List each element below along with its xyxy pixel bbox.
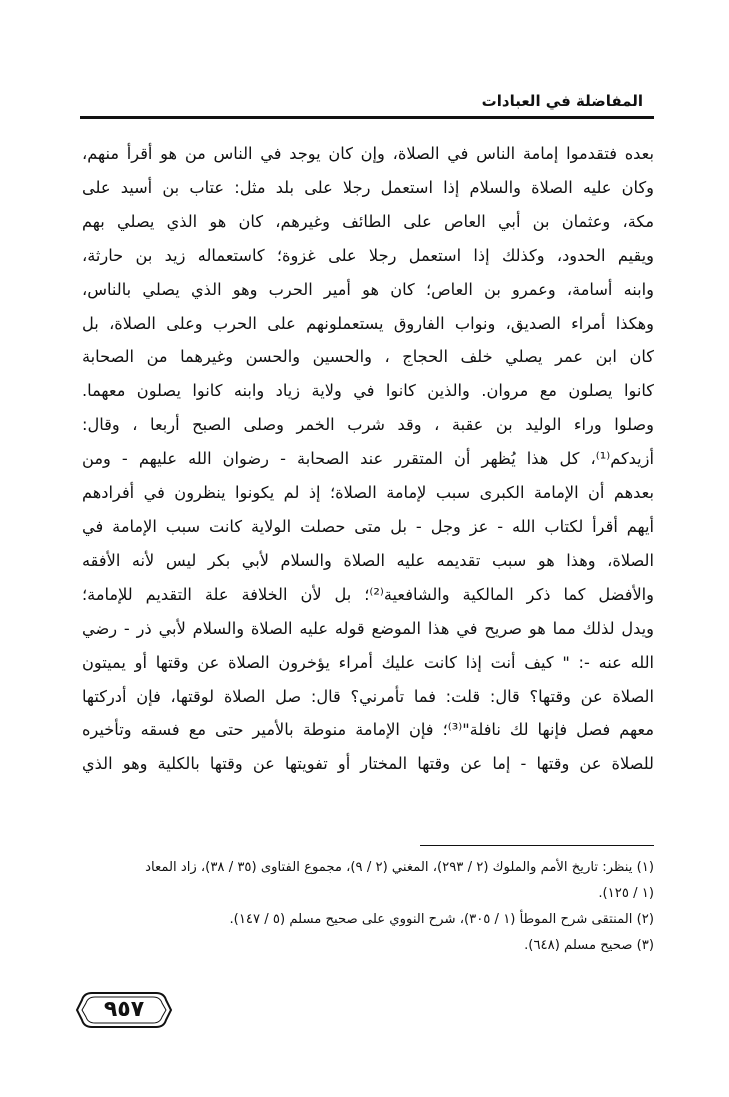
page-number-badge: [74, 988, 174, 1032]
body-line: ويقيم الحدود، وكذلك إذا استعمل رجلا على غزوة؛ كاستعماله زيد بن حارثة،: [82, 245, 654, 265]
body-line: بعده فتقدموا إمامة الناس في الصلاة، وإن كان يوجد في الناس من هو أقرأ منهم،: [82, 144, 654, 163]
body-line: مكة، وعثمان بن أبي العاص على الطائف وغيرهم، كان هو الذي يصلي بهم: [82, 211, 654, 231]
footnote-1: (١) ينظر: تاريخ الأمم والملوك (٢ / ٢٩٣)، المغني (٢ / ٩)، مجموع الفتاوى (٣٥ / ٣٨)، زاد المعاد: [145, 860, 654, 875]
footnote-3: (٣) صحيح مسلم (٦٤٨).: [524, 938, 654, 953]
page-number: ٩٥٧: [103, 997, 145, 1022]
footnotes: [82, 855, 654, 959]
body-line: أزيدكم⁽¹⁾، كل هذا يُظهر أن المتقرر عند الصحابة - رضوان الله عليهم - ومن: [82, 449, 654, 469]
body-line: الصلاة، وهذا هو سبب تقديمه عليه الصلاة والسلام لأبي بكر ليس لأنه الأفقه: [82, 550, 654, 570]
body-line: وصلوا وراء الوليد بن عقبة ، وقد شرب الخمر وصلى الصبح أربعا ، وقال:: [82, 415, 654, 435]
body-line: والأفضل كما ذكر المالكية والشافعية⁽²⁾؛ بل لأن الخلافة علة التقديم للإمامة؛: [82, 584, 654, 604]
footnote-separator: [420, 845, 654, 846]
body-line: وكان عليه الصلاة والسلام إذا استعمل رجلا على بلد مثل: عتاب بن أسيد على: [82, 177, 654, 197]
body-line: الله عنه -: " كيف أنت إذا كانت عليك أمراء يؤخرون الصلاة عن وقتها أو يميتون: [82, 652, 654, 672]
footnote-2: (٢) المنتقى شرح الموطأ (١ / ٣٠٥)، شرح النووي على صحيح مسلم (٥ / ١٤٧).: [229, 912, 654, 927]
body-line: وهكذا أمراء الصديق، ونواب الفاروق يستعملونهم على الحرب وعلى الصلاة، بل: [82, 313, 654, 333]
body-line: ويدل لذلك مما هو صريح في هذا الموضع قوله عليه الصلاة والسلام لأبي ذر - رضي: [82, 618, 654, 638]
body-line: بعدهم أن الإمامة الكبرى سبب لإمامة الصلاة؛ إذ لم يكونوا ينظرون في أفرادهم: [82, 483, 654, 503]
body-line: للصلاة عن وقتها - إما عن وقتها المختار أو تفويتها عن وقتها بالكلية وهو الذي: [82, 754, 654, 774]
body-line: معهم فصل فإنها لك نافلة"⁽³⁾؛ فإن الإمامة منوطة بالأمير حتى مع فسقه وتأخيره: [82, 720, 654, 740]
body-line: أيهم أقرأ لكتاب الله - عز وجل - بل متى حصلت الولاية كانت سبب الإمامة في: [82, 516, 654, 536]
body-line: كان ابن عمر يصلي خلف الحجاج ، والحسين والحسن وغيرهما من الصحابة: [82, 347, 654, 367]
footnote-1-continued: (١ / ١٢٥).: [598, 886, 654, 901]
body-line: الصلاة عن وقتها؟ قال: قلت: فما تأمرني؟ قال: صل الصلاة لوقتها، فإن أدركتها: [82, 686, 654, 706]
running-header: المفاضلة في العبادات: [481, 92, 643, 110]
header-rule: [80, 116, 654, 119]
main-text: [82, 137, 654, 781]
body-line: وابنه أسامة، وعمرو بن العاص؛ كان هو أمير الحرب وهو الذي يصلي بالناس،: [82, 279, 654, 299]
body-line: كانوا يصلون مع مروان. والذين كانوا في ولاية زياد وابنه كانوا يصلون معهما.: [82, 381, 654, 401]
